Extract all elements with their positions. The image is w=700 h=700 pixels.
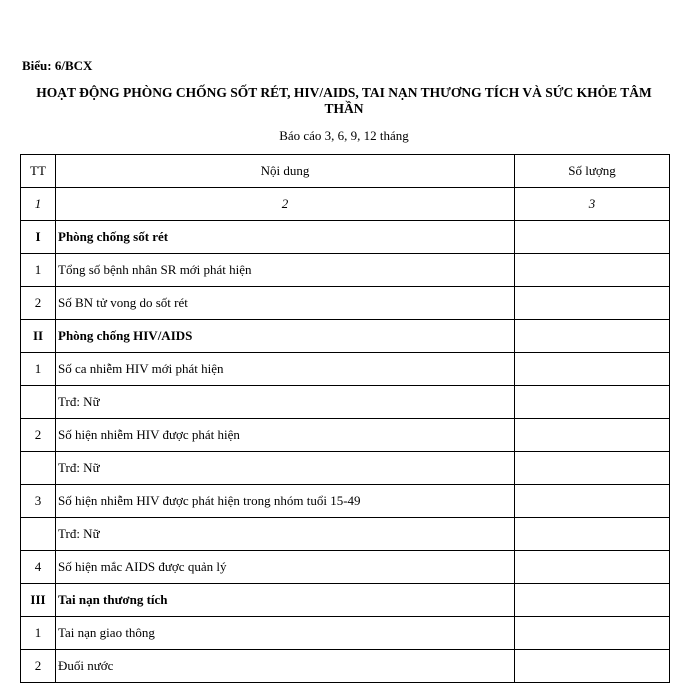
table-row [21,419,670,452]
row-tt-cell: 2 [21,287,56,320]
row-content-cell: Tai nạn thương tích [56,584,515,617]
row-content-cell: Trđ: Nữ [56,518,515,551]
table-row [21,617,670,650]
table-row [21,353,670,386]
table-row [21,452,670,485]
row-content-cell: Số BN tử vong do sốt rét [56,287,515,320]
header-tt: TT [21,155,56,188]
table-section-row [21,584,670,617]
table-header-row [21,155,670,188]
row-tt-cell: 1 [21,353,56,386]
row-tt-cell: I [21,221,56,254]
table-row [21,650,670,683]
form-code: Biểu: 6/BCX [22,58,93,73]
header-quantity: Số lượng [515,155,670,188]
row-tt-cell: II [21,320,56,353]
report-subtitle: Báo cáo 3, 6, 9, 12 tháng [279,128,409,143]
row-quantity-cell [515,320,670,353]
table-row [21,254,670,287]
table-row [21,485,670,518]
row-content-cell: Trđ: Nữ [56,386,515,419]
row-quantity-cell [515,485,670,518]
table-row [21,386,670,419]
row-tt-cell: 3 [21,485,56,518]
index-col-2: 2 [56,188,515,221]
row-tt-cell: 1 [21,254,56,287]
row-content-cell: Số hiện nhiễm HIV được phát hiện trong nhóm tuổi 15-49 [56,485,515,518]
row-tt-cell [21,452,56,485]
table-section-row [21,320,670,353]
row-content-cell: Phòng chống sốt rét [56,221,515,254]
row-tt-cell: III [21,584,56,617]
row-quantity-cell [515,419,670,452]
row-tt-cell: 2 [21,419,56,452]
row-quantity-cell [515,551,670,584]
row-content-cell: Tổng số bệnh nhân SR mới phát hiện [56,254,515,287]
table-row [21,287,670,320]
row-content-cell: Số hiện mắc AIDS được quản lý [56,551,515,584]
report-title: HOẠT ĐỘNG PHÒNG CHỐNG SỐT RÉT, HIV/AIDS, TAI NẠN THƯƠNG TÍCH VÀ SỨC KHỎE TÂM THẦN [36,85,652,116]
row-tt-cell [21,518,56,551]
row-quantity-cell [515,254,670,287]
row-tt-cell: 4 [21,551,56,584]
table-row [21,518,670,551]
row-tt-cell [21,386,56,419]
index-col-3: 3 [515,188,670,221]
row-content-cell: Số ca nhiễm HIV mới phát hiện [56,353,515,386]
row-content-cell: Tai nạn giao thông [56,617,515,650]
row-quantity-cell [515,650,670,683]
row-quantity-cell [515,287,670,320]
row-tt-cell: 1 [21,617,56,650]
table-index-row [21,188,670,221]
row-quantity-cell [515,386,670,419]
row-quantity-cell [515,452,670,485]
row-content-cell: Trđ: Nữ [56,452,515,485]
header-content: Nội dung [56,155,515,188]
row-quantity-cell [515,221,670,254]
table-section-row [21,221,670,254]
row-content-cell: Đuối nước [56,650,515,683]
row-content-cell: Phòng chống HIV/AIDS [56,320,515,353]
row-content-cell: Số hiện nhiễm HIV được phát hiện [56,419,515,452]
row-quantity-cell [515,584,670,617]
row-tt-cell: 2 [21,650,56,683]
index-col-1: 1 [21,188,56,221]
row-quantity-cell [515,518,670,551]
row-quantity-cell [515,617,670,650]
row-quantity-cell [515,353,670,386]
table-row [21,551,670,584]
report-table [20,154,670,683]
